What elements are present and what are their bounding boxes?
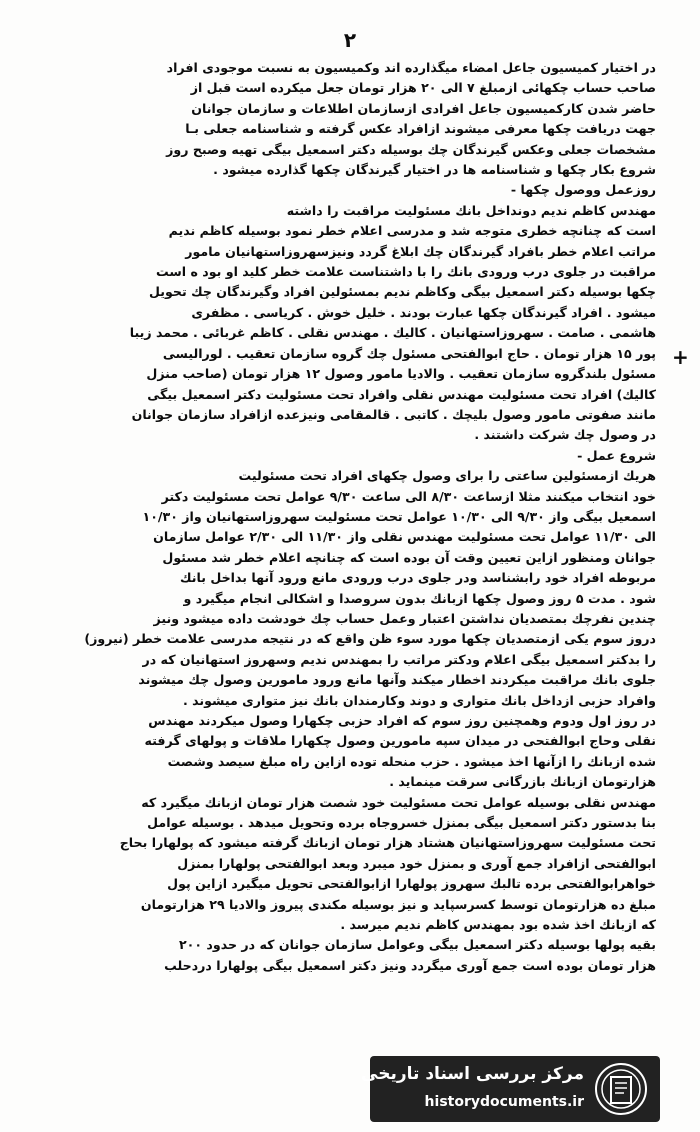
document-body xyxy=(44,58,656,976)
text-line: هزارتومان ازبانك بازرگانی سرقت مینماید . xyxy=(389,774,656,790)
text-line: شروع عمل - xyxy=(577,447,656,463)
text-line: مراقبت در جلوی درب ورودی بانك را با داشتناست علامت خطر کلید او بود ه است xyxy=(156,264,656,280)
page-number: ۲ xyxy=(343,28,357,52)
seal-logo-icon xyxy=(594,1062,648,1116)
text-line: شروع بکار چکها و شناسنامه ها در اختیار گیرندگان چکها گذارده میشود . xyxy=(213,162,656,178)
watermark-url: historydocuments.ir xyxy=(424,1094,584,1110)
text-line: است که چنانچه خطری متوجه شد و مدرسی اعلام خطر نمود بوسیله کاظم ندیم xyxy=(168,223,656,239)
text-line: در وصول چك شرکت داشتند . xyxy=(474,427,656,443)
text-line: میشود . افراد گیرندگان چکها عبارت بودند . خلیل خوش . کریاسی . مظفری xyxy=(191,304,656,320)
text-line: روزعمل ووصول چکها - xyxy=(510,182,656,198)
text-line: هاشمی . صامت . سهروزاستهانیان . کالیك . مهندس نقلی . کاظم غربائی . محمد زیبا xyxy=(129,325,656,341)
text-line: هزار تومان بوده است جمع آوری میگردد ونیز دکتر اسمعیل بیگی پولهارا دردحلب xyxy=(164,957,656,973)
text-line: خواهرابوالفتحی برده تالبك سهروز پولهارا ازابوالفتحی تحویل میگیرد ازاین پول xyxy=(167,876,656,892)
text-line: نقلی وحاج ابوالفتحی در میدان سپه مامورین وصول چکهارا ملاقات و پولهای گرفته xyxy=(144,733,656,749)
text-line: مربوطه افراد خود رابشناسد ودر جلوی درب ورودی مانع ورود آنها بداخل بانك xyxy=(180,570,656,586)
text-line: تحت مسئولیت سهروزاستهانیان هشتاد هزار تومان ازبانك گرفته میشود که پولهارا بحاج xyxy=(119,835,656,851)
text-line: مبلغ ده هزارتومان توسط کسرسپاید و نیز بوسیله مکندی پیروز والادیا ۲۹ هزارتومان xyxy=(140,896,656,912)
text-line: بنا بدستور دکتر اسمعیل بیگی بمنزل خسروجاه برده وتحویل میدهد . بوسیله عوامل xyxy=(147,815,656,831)
text-line: خود انتخاب میکنند مثلا ازساعت ۸/۳۰ الی ساعت ۹/۳۰ عوامل تحت مسئولیت دکتر xyxy=(161,488,656,504)
text-line: صاحب حساب چکهائی ازمبلغ ۷ الی ۲۰ هزار تومان جعل میکرده است قبل از xyxy=(190,80,656,96)
text-line: وافراد حزبی ازداخل بانك متواری و دوند وکارمندان بانك نیز متواری میشوند . xyxy=(182,692,656,708)
text-line: ابوالفتحی ازافراد جمع آوری و بمنزل خود میبرد وبعد ابوالفتحی پولهارا بمنزل xyxy=(177,855,656,871)
text-line: را بدکتر اسمعیل بیگی اعلام ودکتر مراتب را بمهندس ندیم وسهروز استهانیان که در xyxy=(142,651,656,667)
text-line: در اختیار کمیسیون جاعل امضاء میگذارده اند وکمیسیون به نسبت موجودی افراد xyxy=(166,60,656,75)
text-line: جلوی بانك مراقبت میکردند اخطار میکند وآنها مانع ورود مامورین وصول چك میشوند xyxy=(138,672,656,688)
text-line: مشخصات جعلی وعکس گیرندگان چك بوسیله دکتر اسمعیل بیگی تهیه وصبح روز xyxy=(166,141,656,157)
text-line: الی ۱۱/۳۰ عوامل تحت مسئولیت مهندس نقلی واز ۱۱/۳۰ الی ۲/۳۰ عوامل سازمان xyxy=(153,529,656,545)
text-line: جهت دریافت چکها معرفی میشوند ازافراد عکس گرفته و شناسنامه جعلی بـا xyxy=(185,121,656,137)
text-line: مهندس کاظم ندیم دونداخل بانك مسئولیت مراقبت را داشته xyxy=(286,202,656,218)
text-line: چندین نفرچك بمتصدیان نداشتن اعتبار وعمل حساب چك خودشت داده میشود ونیز xyxy=(153,610,656,626)
text-line: حاضر شدن کارکمیسیون جاعل افرادی ازسازمان اطلاعات و سازمان جوانان xyxy=(191,100,656,116)
watermark-title: مرکز بررسی اسناد تاریخی xyxy=(361,1064,584,1084)
text-line: مانند صفوتی مامور وصول بلیچك . کاتبی . قالمقامی ونیزعده ازافراد سازمان جوانان xyxy=(131,406,656,422)
text-line: هریك ازمسئولین ساعتی را برای وصول چکهای افراد تحت مسئولیت xyxy=(238,468,656,484)
text-line: در روز اول ودوم وهمچنین روز سوم که افراد حزبی چکهارا وصول میکردند مهندس xyxy=(148,713,656,728)
margin-plus-mark: + xyxy=(672,345,689,369)
text-line: جوانان ومنظور ازاین تعیین وقت آن بوده است که چنانچه اعلام خطر شد مسئول xyxy=(162,549,656,565)
text-line: شده ازبانك را ازآنها اخذ میشود . حزب منحله توده ازاین راه مبلغ سیصد وشصت xyxy=(167,753,656,769)
text-line: اسمعیل بیگی واز ۹/۳۰ الی ۱۰/۳۰ عوامل تحت مسئولیت سهروزاستهانیان واز ۱۰/۳۰ xyxy=(142,508,656,524)
text-line: بقیه پولها بوسیله دکتر اسمعیل بیگی وعوامل سازمان جوانان که در حدود ۲۰۰ xyxy=(178,937,656,953)
text-line: کالیك) افراد تحت مسئولیت مهندس نقلی وافراد تحت مسئولیت دکتر اسمعیل بیگی xyxy=(147,386,656,402)
text-line: پور ۱۵ هزار تومان . حاج ابوالفتحی مسئول چك گروه سازمان تعقیب . لورالیسی xyxy=(162,345,656,361)
text-line: شود . مدت ۵ روز وصول چکها ازبانك بدون سروصدا و اشکالی انجام میگیرد و xyxy=(183,590,656,606)
text-line: مسئول بلندگروه سازمان تعقیب . والادیا مامور وصول ۱۲ هزار تومان (صاحب منزل xyxy=(146,366,656,382)
text-line: که ازبانك اخذ شده بود بمهندس کاظم ندیم میرسد . xyxy=(340,917,656,933)
watermark-banner xyxy=(361,1056,660,1122)
text-line: مراتب اعلام خطر بافراد گیرندگان چك ابلاغ گردد ونیزسهروزاستهانیان مامور xyxy=(185,243,656,259)
text-line: دروز سوم یکی ازمتصدیان چکها مورد سوء ظن واقع که در نتیجه مدرسی علامت خطر (نیروز) xyxy=(84,631,656,647)
text-line: مهندس نقلی بوسیله عوامل تحت مسئولیت خود شصت هزار تومان ازبانك میگیرد که xyxy=(141,794,656,810)
text-line: چکها بوسیله دکتر اسمعیل بیگی وکاظم ندیم بمسئولین افراد وگیرندگان چك تحویل xyxy=(149,284,656,300)
